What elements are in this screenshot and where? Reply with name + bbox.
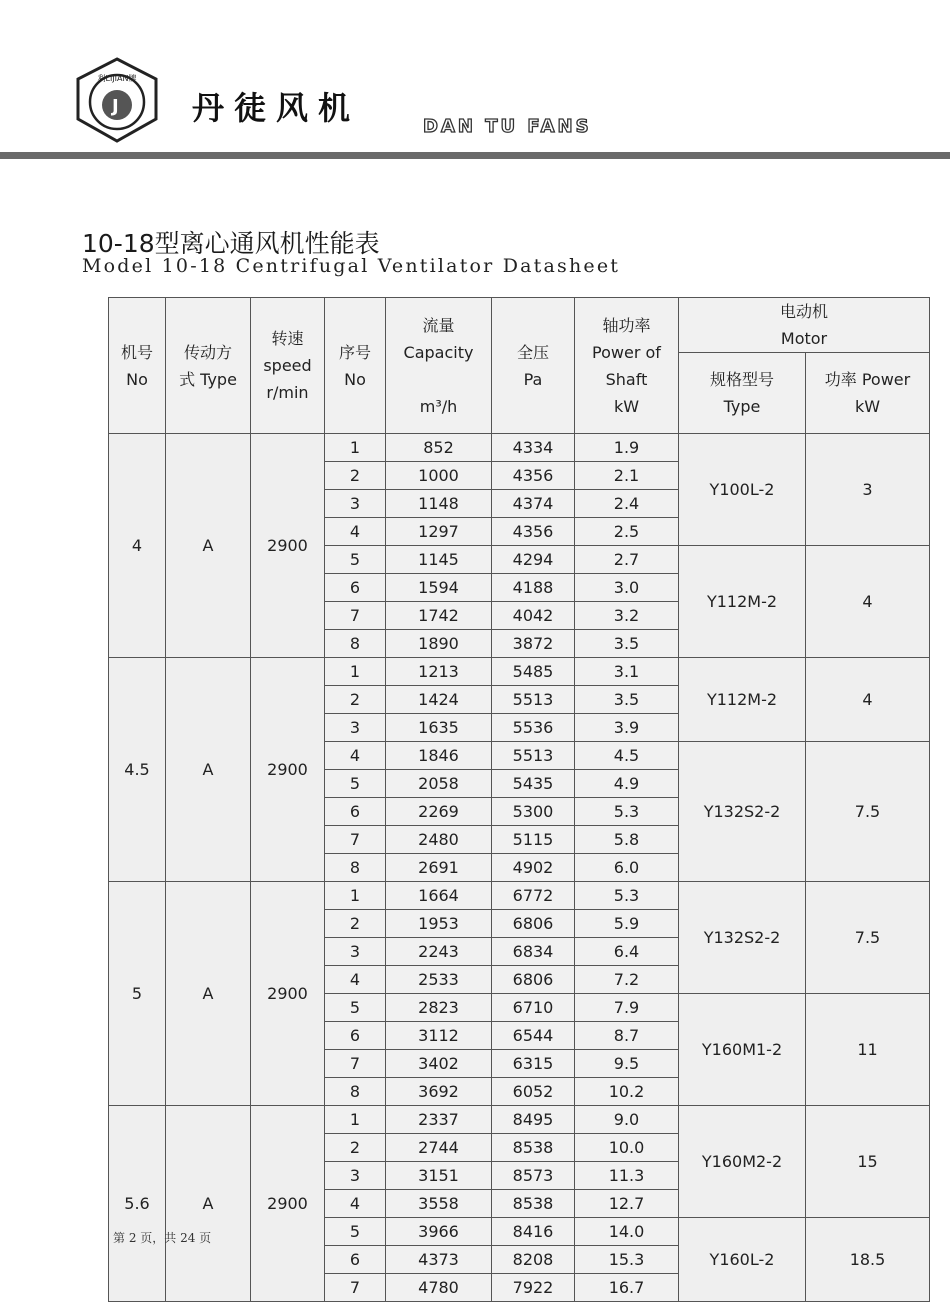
motor-power-cell: 3 xyxy=(806,434,930,546)
header-motor: 电动机 Motor xyxy=(679,298,930,353)
motor-power-cell: 4 xyxy=(806,546,930,658)
page-title-cn: 10-18型离心通风机性能表 xyxy=(82,229,380,258)
motor-power-cell: 4 xyxy=(806,658,930,742)
seq-cell: 1 xyxy=(325,882,386,910)
capacity-cell: 1742 xyxy=(386,602,492,630)
motor-type-cell: Y160M2-2 xyxy=(679,1106,806,1218)
motor-type-cell: Y160L-2 xyxy=(679,1218,806,1302)
seq-cell: 4 xyxy=(325,742,386,770)
seq-cell: 3 xyxy=(325,1162,386,1190)
capacity-cell: 4780 xyxy=(386,1274,492,1302)
seq-cell: 7 xyxy=(325,602,386,630)
header-drive-type: 传动方 式 Type xyxy=(166,298,251,434)
seq-cell: 8 xyxy=(325,854,386,882)
table-row xyxy=(109,658,930,686)
drive-type-cell: A xyxy=(166,434,251,658)
machine-no-cell: 4.5 xyxy=(109,658,166,882)
capacity-cell: 1000 xyxy=(386,462,492,490)
seq-cell: 5 xyxy=(325,994,386,1022)
shaft-power-cell: 8.7 xyxy=(575,1022,679,1050)
shaft-power-cell: 5.3 xyxy=(575,798,679,826)
header-shaft-power: 轴功率 Power of Shaft kW xyxy=(575,298,679,434)
header-seq-no: 序号 No xyxy=(325,298,386,434)
brand-name-en: DAN TU FANS xyxy=(423,116,592,137)
dantu-logo-icon xyxy=(74,57,160,143)
seq-cell: 6 xyxy=(325,1022,386,1050)
pressure-cell: 5435 xyxy=(492,770,575,798)
table-row xyxy=(109,434,930,462)
pressure-cell: 6806 xyxy=(492,966,575,994)
pressure-cell: 5300 xyxy=(492,798,575,826)
seq-cell: 4 xyxy=(325,518,386,546)
header-pressure: 全压 Pa xyxy=(492,298,575,434)
shaft-power-cell: 3.5 xyxy=(575,630,679,658)
seq-cell: 1 xyxy=(325,658,386,686)
svg-text:利LIJIAN牌: 利LIJIAN牌 xyxy=(97,74,137,83)
shaft-power-cell: 5.3 xyxy=(575,882,679,910)
speed-cell: 2900 xyxy=(251,1106,325,1302)
capacity-cell: 1297 xyxy=(386,518,492,546)
pressure-cell: 4356 xyxy=(492,462,575,490)
header-motor-power: 功率 Power kW xyxy=(806,353,930,434)
shaft-power-cell: 2.1 xyxy=(575,462,679,490)
shaft-power-cell: 6.4 xyxy=(575,938,679,966)
speed-cell: 2900 xyxy=(251,658,325,882)
seq-cell: 3 xyxy=(325,714,386,742)
capacity-cell: 2480 xyxy=(386,826,492,854)
pressure-cell: 4374 xyxy=(492,490,575,518)
drive-type-cell: A xyxy=(166,882,251,1106)
capacity-cell: 3692 xyxy=(386,1078,492,1106)
shaft-power-cell: 10.0 xyxy=(575,1134,679,1162)
machine-no-cell: 5.6 xyxy=(109,1106,166,1302)
seq-cell: 3 xyxy=(325,490,386,518)
seq-cell: 2 xyxy=(325,462,386,490)
pressure-cell: 6834 xyxy=(492,938,575,966)
shaft-power-cell: 7.2 xyxy=(575,966,679,994)
capacity-cell: 2744 xyxy=(386,1134,492,1162)
capacity-cell: 1594 xyxy=(386,574,492,602)
pressure-cell: 5513 xyxy=(492,742,575,770)
capacity-cell: 1635 xyxy=(386,714,492,742)
seq-cell: 5 xyxy=(325,546,386,574)
page-number-note: 第 2 页，共 24 页 xyxy=(113,1231,212,1245)
capacity-cell: 852 xyxy=(386,434,492,462)
seq-cell: 1 xyxy=(325,1106,386,1134)
brand-name-cn: 丹徒风机 xyxy=(192,89,361,127)
pressure-cell: 4042 xyxy=(492,602,575,630)
pressure-cell: 4356 xyxy=(492,518,575,546)
seq-cell: 8 xyxy=(325,630,386,658)
motor-power-cell: 18.5 xyxy=(806,1218,930,1302)
pressure-cell: 8495 xyxy=(492,1106,575,1134)
capacity-cell: 2337 xyxy=(386,1106,492,1134)
capacity-cell: 1148 xyxy=(386,490,492,518)
pressure-cell: 4188 xyxy=(492,574,575,602)
page-title-en: Model 10-18 Centrifugal Ventilator Datasheet xyxy=(82,255,621,277)
shaft-power-cell: 2.4 xyxy=(575,490,679,518)
shaft-power-cell: 10.2 xyxy=(575,1078,679,1106)
seq-cell: 7 xyxy=(325,826,386,854)
header-motor-type: 规格型号 Type xyxy=(679,353,806,434)
drive-type-cell: A xyxy=(166,1106,251,1302)
seq-cell: 5 xyxy=(325,1218,386,1246)
pressure-cell: 6315 xyxy=(492,1050,575,1078)
pressure-cell: 5536 xyxy=(492,714,575,742)
pressure-cell: 8208 xyxy=(492,1246,575,1274)
seq-cell: 3 xyxy=(325,938,386,966)
shaft-power-cell: 3.5 xyxy=(575,686,679,714)
motor-power-cell: 7.5 xyxy=(806,882,930,994)
pressure-cell: 6806 xyxy=(492,910,575,938)
pressure-cell: 8538 xyxy=(492,1190,575,1218)
shaft-power-cell: 3.1 xyxy=(575,658,679,686)
capacity-cell: 2058 xyxy=(386,770,492,798)
shaft-power-cell: 5.8 xyxy=(575,826,679,854)
pressure-cell: 5513 xyxy=(492,686,575,714)
pressure-cell: 6544 xyxy=(492,1022,575,1050)
capacity-cell: 2533 xyxy=(386,966,492,994)
pressure-cell: 3872 xyxy=(492,630,575,658)
seq-cell: 7 xyxy=(325,1274,386,1302)
shaft-power-cell: 11.3 xyxy=(575,1162,679,1190)
capacity-cell: 1846 xyxy=(386,742,492,770)
pressure-cell: 6710 xyxy=(492,994,575,1022)
machine-no-cell: 5 xyxy=(109,882,166,1106)
shaft-power-cell: 1.9 xyxy=(575,434,679,462)
shaft-power-cell: 15.3 xyxy=(575,1246,679,1274)
pressure-cell: 4334 xyxy=(492,434,575,462)
header-speed: 转速 speed r/min xyxy=(251,298,325,434)
shaft-power-cell: 4.5 xyxy=(575,742,679,770)
capacity-cell: 1424 xyxy=(386,686,492,714)
shaft-power-cell: 9.5 xyxy=(575,1050,679,1078)
pressure-cell: 6052 xyxy=(492,1078,575,1106)
capacity-cell: 3151 xyxy=(386,1162,492,1190)
seq-cell: 8 xyxy=(325,1078,386,1106)
shaft-power-cell: 2.7 xyxy=(575,546,679,574)
svg-text:J: J xyxy=(112,96,119,117)
table-row xyxy=(109,882,930,910)
seq-cell: 6 xyxy=(325,1246,386,1274)
motor-type-cell: Y100L-2 xyxy=(679,434,806,546)
motor-type-cell: Y160M1-2 xyxy=(679,994,806,1106)
shaft-power-cell: 12.7 xyxy=(575,1190,679,1218)
pressure-cell: 8538 xyxy=(492,1134,575,1162)
seq-cell: 7 xyxy=(325,1050,386,1078)
shaft-power-cell: 7.9 xyxy=(575,994,679,1022)
speed-cell: 2900 xyxy=(251,882,325,1106)
capacity-cell: 1145 xyxy=(386,546,492,574)
capacity-cell: 3558 xyxy=(386,1190,492,1218)
seq-cell: 4 xyxy=(325,1190,386,1218)
capacity-cell: 3112 xyxy=(386,1022,492,1050)
motor-power-cell: 11 xyxy=(806,994,930,1106)
pressure-cell: 5115 xyxy=(492,826,575,854)
capacity-cell: 1953 xyxy=(386,910,492,938)
shaft-power-cell: 2.5 xyxy=(575,518,679,546)
seq-cell: 2 xyxy=(325,686,386,714)
pressure-cell: 4902 xyxy=(492,854,575,882)
shaft-power-cell: 3.0 xyxy=(575,574,679,602)
machine-no-cell: 4 xyxy=(109,434,166,658)
pressure-cell: 6772 xyxy=(492,882,575,910)
capacity-cell: 1890 xyxy=(386,630,492,658)
motor-type-cell: Y112M-2 xyxy=(679,546,806,658)
shaft-power-cell: 4.9 xyxy=(575,770,679,798)
pressure-cell: 7922 xyxy=(492,1274,575,1302)
motor-type-cell: Y112M-2 xyxy=(679,658,806,742)
shaft-power-cell: 5.9 xyxy=(575,910,679,938)
seq-cell: 5 xyxy=(325,770,386,798)
header-capacity: 流量 Capacity m³/h xyxy=(386,298,492,434)
motor-power-cell: 7.5 xyxy=(806,742,930,882)
shaft-power-cell: 6.0 xyxy=(575,854,679,882)
seq-cell: 6 xyxy=(325,574,386,602)
capacity-cell: 2269 xyxy=(386,798,492,826)
capacity-cell: 2823 xyxy=(386,994,492,1022)
pressure-cell: 5485 xyxy=(492,658,575,686)
seq-cell: 2 xyxy=(325,1134,386,1162)
shaft-power-cell: 14.0 xyxy=(575,1218,679,1246)
motor-type-cell: Y132S2-2 xyxy=(679,882,806,994)
speed-cell: 2900 xyxy=(251,434,325,658)
seq-cell: 4 xyxy=(325,966,386,994)
seq-cell: 2 xyxy=(325,910,386,938)
seq-cell: 6 xyxy=(325,798,386,826)
capacity-cell: 1664 xyxy=(386,882,492,910)
capacity-cell: 3402 xyxy=(386,1050,492,1078)
pressure-cell: 8416 xyxy=(492,1218,575,1246)
pressure-cell: 4294 xyxy=(492,546,575,574)
drive-type-cell: A xyxy=(166,658,251,882)
capacity-cell: 2691 xyxy=(386,854,492,882)
motor-power-cell: 15 xyxy=(806,1106,930,1218)
capacity-cell: 3966 xyxy=(386,1218,492,1246)
motor-type-cell: Y132S2-2 xyxy=(679,742,806,882)
capacity-cell: 2243 xyxy=(386,938,492,966)
shaft-power-cell: 3.2 xyxy=(575,602,679,630)
pressure-cell: 8573 xyxy=(492,1162,575,1190)
seq-cell: 1 xyxy=(325,434,386,462)
header-divider xyxy=(0,152,950,159)
performance-table xyxy=(108,297,930,1302)
capacity-cell: 1213 xyxy=(386,658,492,686)
shaft-power-cell: 3.9 xyxy=(575,714,679,742)
shaft-power-cell: 9.0 xyxy=(575,1106,679,1134)
capacity-cell: 4373 xyxy=(386,1246,492,1274)
header-machine-no: 机号 No xyxy=(109,298,166,434)
shaft-power-cell: 16.7 xyxy=(575,1274,679,1302)
table-row xyxy=(109,1106,930,1134)
